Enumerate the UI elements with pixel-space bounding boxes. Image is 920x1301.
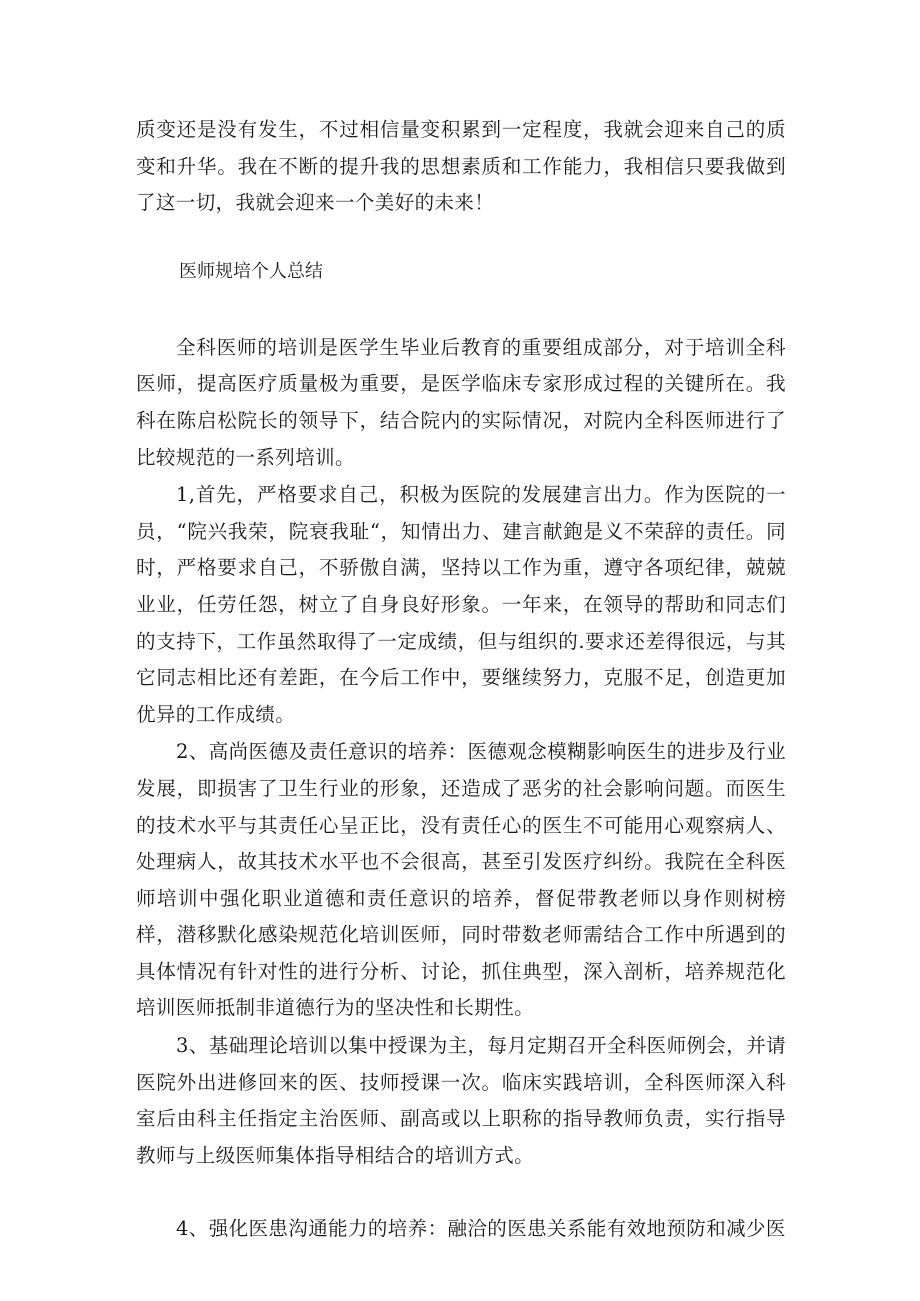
spacer xyxy=(136,290,786,330)
spacer xyxy=(136,222,786,254)
paragraph-point-2: 2、高尚医德及责任意识的培养：医德观念模糊影响医生的进步及行业发展，即损害了卫生行业的形象，还造成了恶劣的社会影响问题。而医生的技术水平与其责任心呈正比，没有责任心的医生不可能用心观察病人、处理病人，故其技术水平也不会很高，甚至引发医疗纠纷。我院在全科医师培训中强化职业道德和责任意识的培养，督促带教老师以身作则树榜样，潜移默化感染规范化培训医师，同时带数老师需结合工作中所遇到的具体情况有针对性的进行分析、讨论，抓住典型，深入剖析，培养规范化培训医师抵制非道德行为的坚决性和长期性。 xyxy=(136,740,786,1020)
document-page xyxy=(136,112,786,1248)
paragraph-point-4: 4、强化医患沟通能力的培养：融洽的医患关系能有效地预防和减少医 xyxy=(176,1217,786,1241)
spacer xyxy=(136,1174,786,1211)
paragraph-training-overview: 全科医师的培训是医学生毕业后教育的重要组成部分，对于培训全科医师，提高医疗质量极为重要，是医学临床专家形成过程的关键所在。我科在陈启松院长的领导下，结合院内的实际情况，对院内全科医师进行了比较规范的一系列培训。 xyxy=(136,335,786,469)
intro-paragraph: 质变还是没有发生，不过相信量变积累到一定程度，我就会迎来自己的质变和升华。我在不断的提升我的思想素质和工作能力，我相信只要我做到了这一切，我就会迎来一个美好的未来！ xyxy=(136,118,786,215)
section-title: 医师规培个人总结 xyxy=(179,260,323,282)
paragraph-point-1: 1,首先，严格要求自己，积极为医院的发展建言出力。作为医院的一员，“院兴我荣，院衰我耻“，知情出力、建言献鉋是义不荣辞的责任。同时，严格要求自己，不骄傲自满，坚持以工作为重，遵守各项纪律，兢兢业业，任劳任怨，树立了自身良好形象。一年来，在领导的帮助和同志们的支持下，工作虽然取得了一定成绩，但与组织的.要求还差得很远，与其它同志相比还有差距，在今后工作中，要继续努力，克服不足，创造更加优异的工作成绩。 xyxy=(136,483,786,726)
paragraph-point-3: 3、基础理论培训以集中授课为主，每月定期召开全科医师例会，并请医院外出进修回来的医、技师授课一次。临床实践培训，全科医师深入科室后由科主任指定主治医师、副高或以上职称的指导教师负责，实行指导教师与上级医师集体指导相结合的培训方式。 xyxy=(136,1034,786,1167)
